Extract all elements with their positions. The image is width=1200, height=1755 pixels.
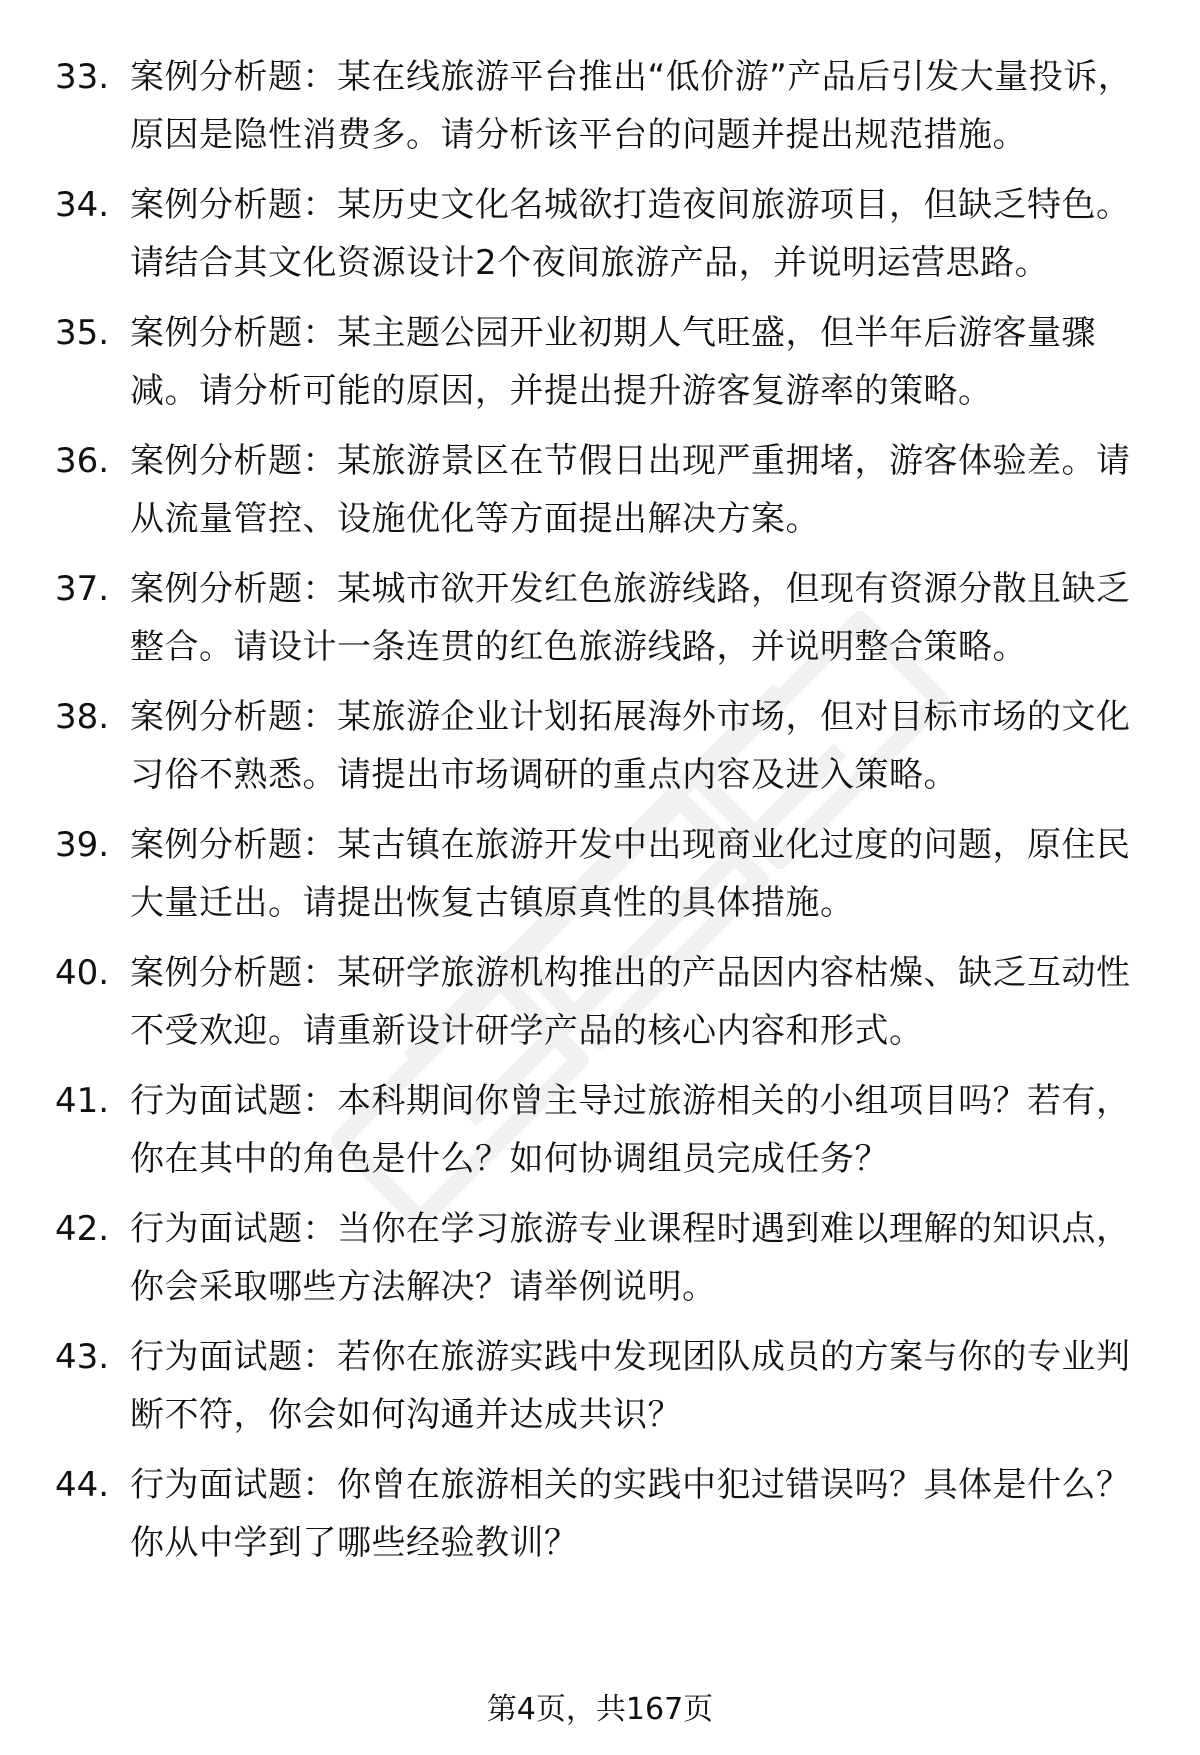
question-item bbox=[0, 436, 1200, 539]
question-number: 36. bbox=[55, 441, 110, 481]
question-item bbox=[0, 1076, 1200, 1179]
question-text: 行为面试题：若你在旅游实践中发现团队成员的方案与你的专业判断不符，你会如何沟通并达成共识？ bbox=[130, 1337, 1131, 1435]
question-number: 37. bbox=[55, 569, 110, 609]
question-item bbox=[0, 1460, 1200, 1563]
question-text: 案例分析题：某旅游企业计划拓展海外市场，但对目标市场的文化习俗不熟悉。请提出市场调研的重点内容及进入策略。 bbox=[130, 697, 1131, 795]
question-item bbox=[0, 820, 1200, 923]
question-item bbox=[0, 1332, 1200, 1435]
question-item bbox=[0, 948, 1200, 1051]
question-item bbox=[0, 180, 1200, 283]
question-text: 案例分析题：某在线旅游平台推出“低价游”产品后引发大量投诉，原因是隐性消费多。请分析该平台的问题并提出规范措施。 bbox=[130, 57, 1133, 155]
question-item bbox=[0, 308, 1200, 411]
question-list bbox=[0, 52, 1200, 1588]
question-number: 34. bbox=[55, 185, 110, 225]
question-text: 案例分析题：某主题公园开业初期人气旺盛，但半年后游客量骤减。请分析可能的原因，并提出提升游客复游率的策略。 bbox=[130, 313, 1096, 411]
question-text: 案例分析题：某研学旅游机构推出的产品因内容枯燥、缺乏互动性不受欢迎。请重新设计研学产品的核心内容和形式。 bbox=[130, 953, 1131, 1051]
question-number: 44. bbox=[55, 1465, 110, 1505]
question-text: 案例分析题：某古镇在旅游开发中出现商业化过度的问题，原住民大量迁出。请提出恢复古镇原真性的具体措施。 bbox=[130, 825, 1131, 923]
question-number: 41. bbox=[55, 1081, 110, 1121]
question-number: 35. bbox=[55, 313, 110, 353]
question-text: 案例分析题：某旅游景区在节假日出现严重拥堵，游客体验差。请从流量管控、设施优化等方面提出解决方案。 bbox=[130, 441, 1131, 539]
question-text: 行为面试题：你曾在旅游相关的实践中犯过错误吗？具体是什么？你从中学到了哪些经验教训？ bbox=[130, 1465, 1131, 1563]
question-number: 39. bbox=[55, 825, 110, 865]
page-footer: 第4页，共167页 bbox=[486, 1692, 714, 1727]
question-number: 33. bbox=[55, 57, 110, 97]
question-text: 行为面试题：本科期间你曾主导过旅游相关的小组项目吗？若有，你在其中的角色是什么？如何协调组员完成任务？ bbox=[130, 1081, 1131, 1179]
question-number: 42. bbox=[55, 1209, 110, 1249]
question-item bbox=[0, 692, 1200, 795]
question-text: 行为面试题：当你在学习旅游专业课程时遇到难以理解的知识点，你会采取哪些方法解决？请举例说明。 bbox=[130, 1209, 1131, 1307]
question-text: 案例分析题：某城市欲开发红色旅游线路，但现有资源分散且缺乏整合。请设计一条连贯的红色旅游线路，并说明整合策略。 bbox=[130, 569, 1131, 667]
question-number: 40. bbox=[55, 953, 110, 993]
question-item bbox=[0, 1204, 1200, 1307]
question-number: 43. bbox=[55, 1337, 110, 1377]
question-item bbox=[0, 52, 1200, 155]
question-item bbox=[0, 564, 1200, 667]
question-number: 38. bbox=[55, 697, 110, 737]
question-text: 案例分析题：某历史文化名城欲打造夜间旅游项目，但缺乏特色。请结合其文化资源设计2个夜间旅游产品，并说明运营思路。 bbox=[130, 185, 1131, 283]
